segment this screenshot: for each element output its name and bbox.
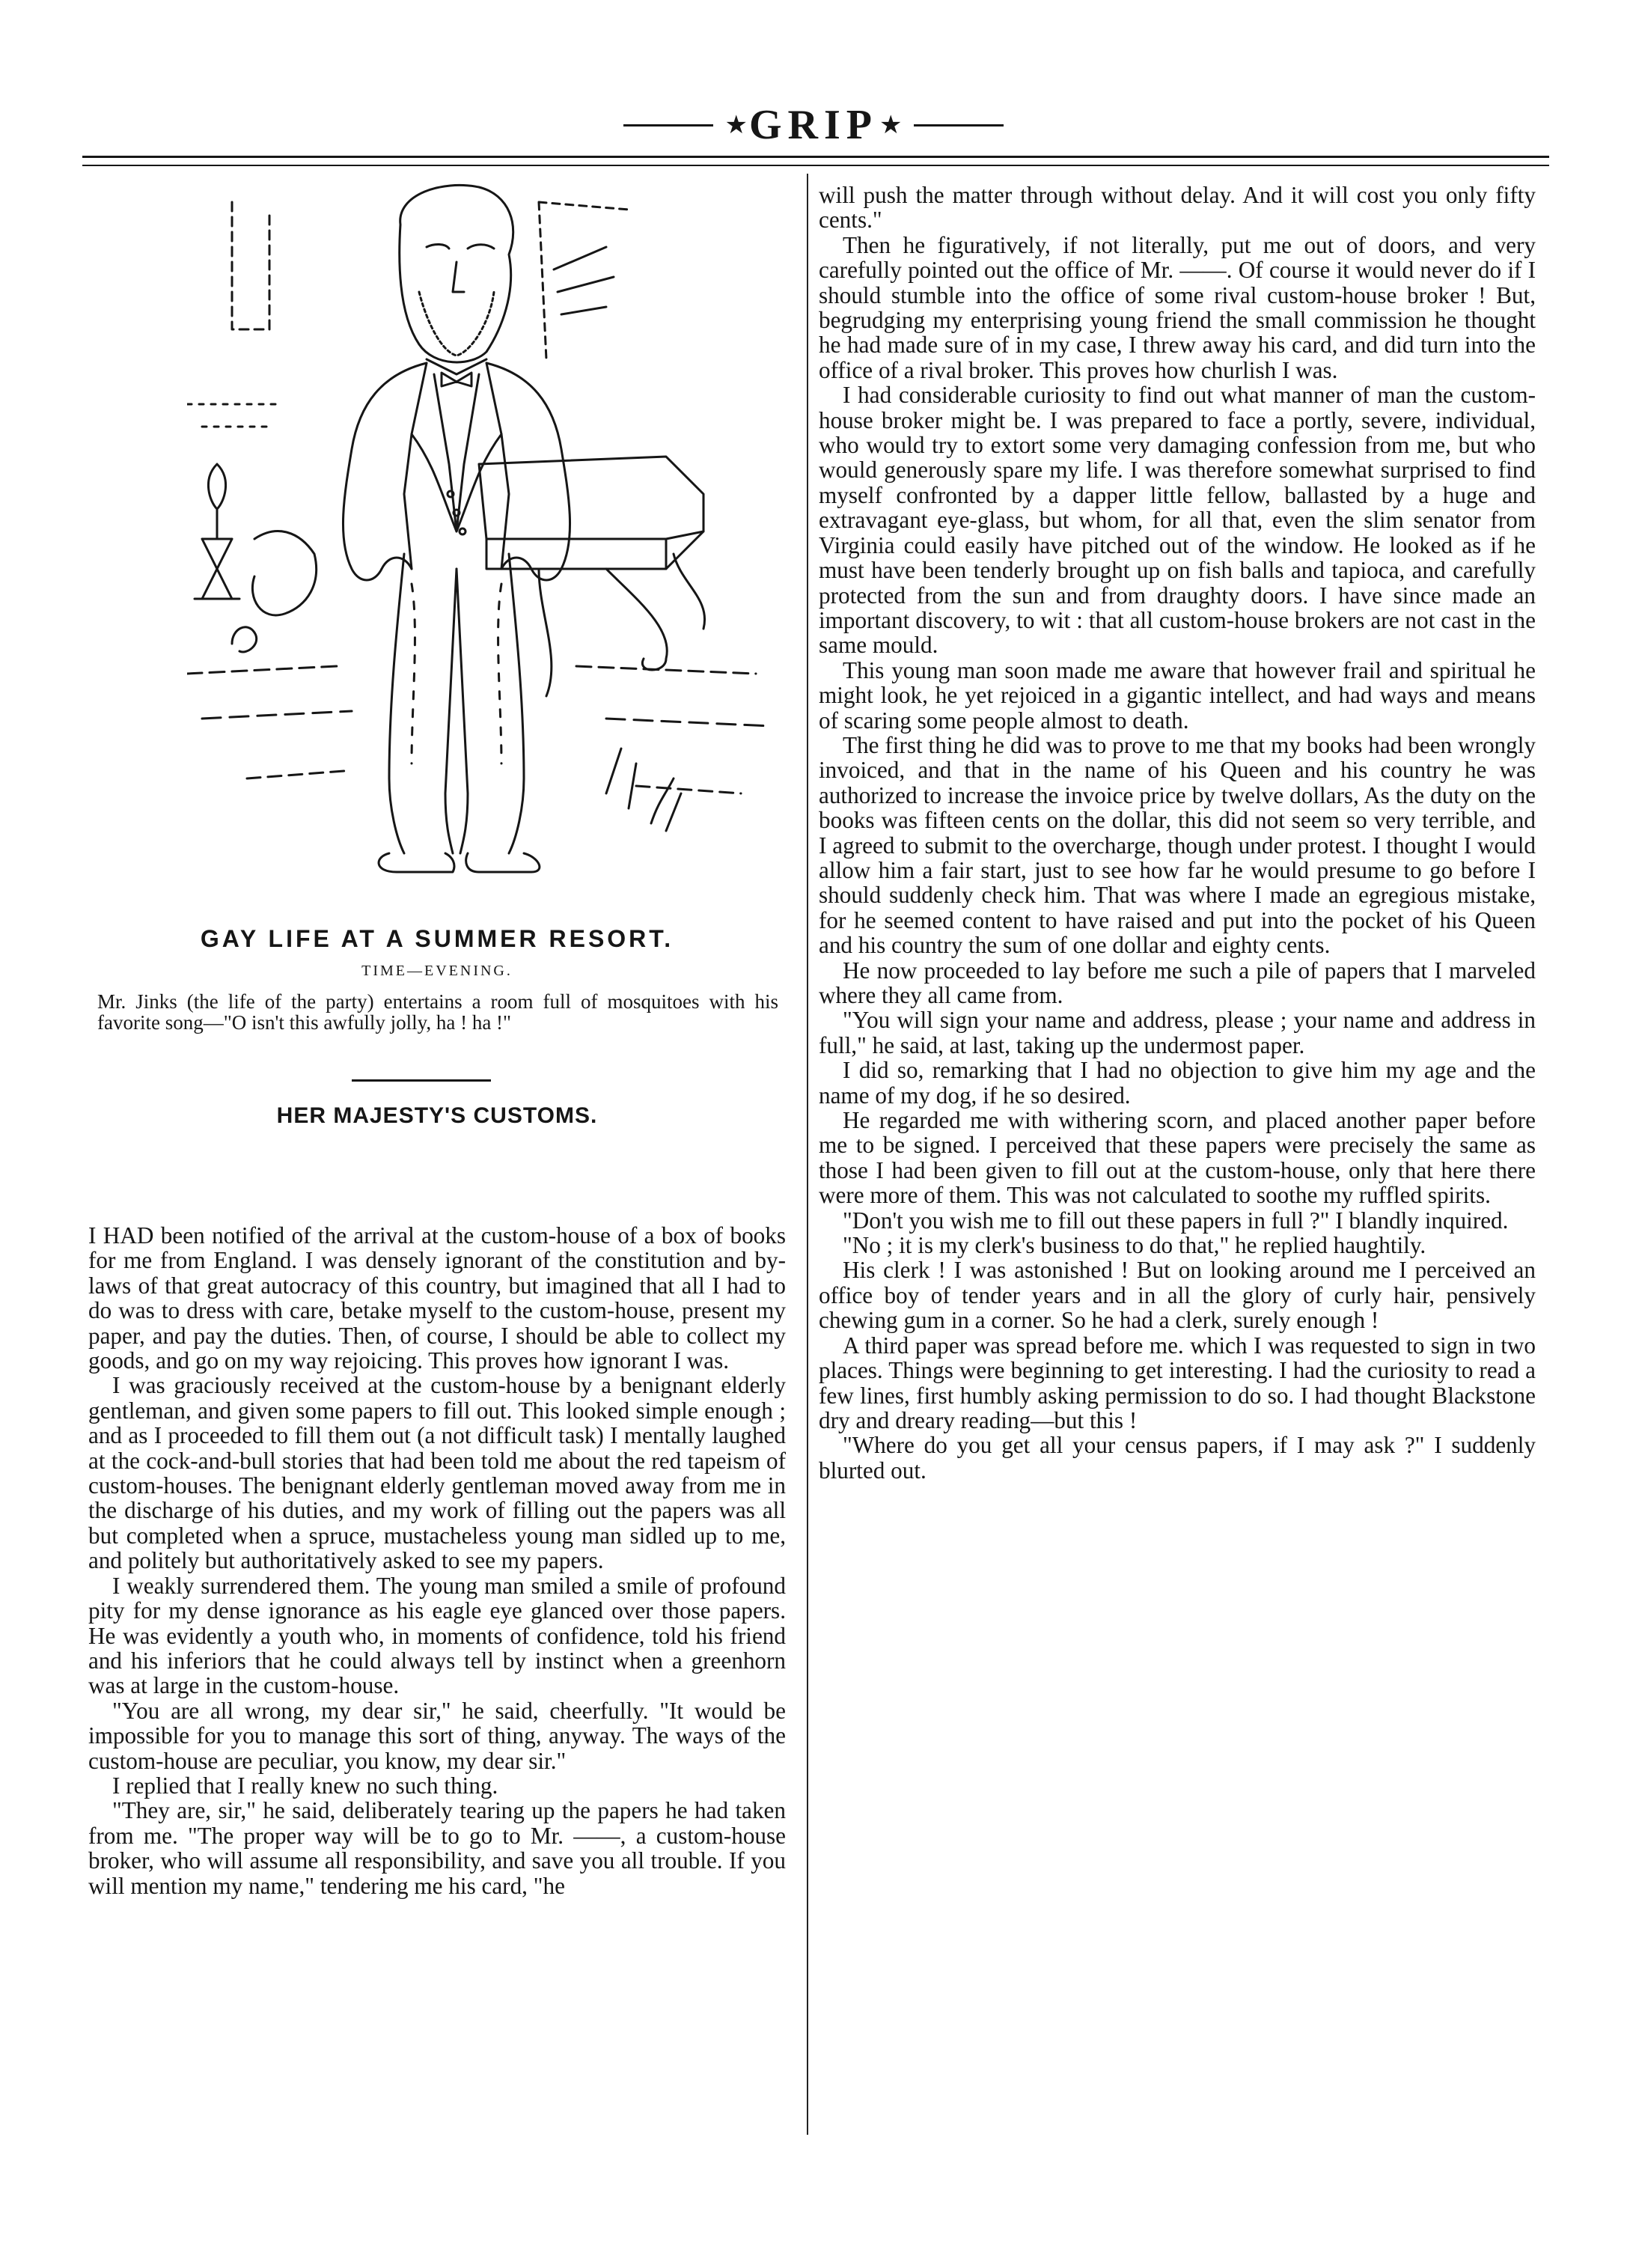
article-paragraph: He regarded me with withering scorn, and placed another paper before me to be signed. I perceived that these papers were precisely the same as those I had been given to fill out at the custom-house, only that here there were more of them. This was not calculated to soothe my ruffled spirits. — [819, 1107, 1536, 1209]
article-paragraph: A third paper was spread before me. which I was requested to sign in two places. Things were beginning to get interesting. I had the curiosity to read a few lines, first humbly asking permission to do so. I had thought Blackstone dry and dreary reading—but this ! — [819, 1332, 1536, 1433]
article-paragraph: I was graciously received at the custom-house by a benignant elderly gentleman, and given some papers to fill out. This looked simple enough ; and as I proceeded to fill them out (a not difficult task) I mentally laughed at the cock-and-bull stories that had been told me about the red tapeism of custom-houses. The benignant elderly gentleman moved away from me in the discharge of his duties, and my work of filling out the papers was all but completed when a spruce, mustacheless young man sidled up to me, and politely but authoritatively asked to see my papers. — [88, 1372, 786, 1574]
header-rule — [82, 156, 1549, 158]
article-paragraph: I weakly surrendered them. The young man smiled a smile of profound pity for my dense ignorance as his eagle eye glanced over those papers. He was evidently a youth who, in moments of confidence, told his friend and his inferiors that he could always tell by instinct when a greenhorn was at large in the custom-house. — [88, 1572, 786, 1699]
article-paragraph: I did so, remarking that I had no objection to give him my age and the name of my dog, if he so desired. — [819, 1057, 1536, 1109]
article-paragraph: This young man soon made me aware that however frail and spiritual he might look, he yet rejoiced in a gigantic intellect, and had ways and means of scaring some people almost to death. — [819, 656, 1536, 734]
caption-title: GAY LIFE AT A SUMMER RESORT. — [200, 925, 674, 952]
article-paragraph: "Don't you wish me to fill out these papers in full ?" I blandly inquired. — [843, 1207, 1509, 1234]
article-paragraph: will push the matter through without delay. And it will cost you only fifty cents." — [819, 182, 1536, 234]
star-icon: ★ — [724, 112, 748, 139]
article-paragraph: Then he figuratively, if not literally, put me out of doors, and very carefully pointed out the office of Mr. ——. Of course it would never do if I should stumble into the office of some rival custom-house broker ! But, begrudging my enterprising young friend the small commission he thought he had made sure of in my case, I threw away his card, and did turn into the office of a rival broker. This proves how churlish I was. — [819, 231, 1536, 383]
article-paragraph: "Where do you get all your census papers, if I may ask ?" I suddenly blurted out. — [819, 1432, 1536, 1484]
masthead-title: GRIP — [749, 102, 878, 148]
caption-text: Mr. Jinks (the life of the party) entertains a room full of mosquitoes with his favorite song—"O isn't this awfully jolly, ha ! ha !" — [97, 990, 778, 1034]
article-paragraph: "They are, sir," he said, deliberately tearing up the papers he had taken from me. "The proper way will be to go to Mr. ——, a custom-house broker, who will assume all responsibility, and save you all trouble. If you will mention my name," tendering me his card, "he — [88, 1797, 786, 1899]
article-paragraph: He now proceeded to lay before me such a pile of papers that I marveled where they all came from. — [819, 957, 1536, 1008]
masthead-rule-left — [623, 124, 713, 126]
section-divider — [352, 1079, 491, 1082]
man-in-evening-dress-illustration-icon — [187, 180, 778, 898]
header-rule-thin — [82, 165, 1549, 166]
caption-subtitle: TIME—EVENING. — [361, 963, 513, 979]
article-left-column — [88, 1223, 786, 1898]
masthead — [0, 99, 1627, 151]
star-icon: ★ — [879, 112, 903, 139]
article-paragraph: I had considerable curiosity to find out what manner of man the custom-house broker might be. I was prepared to face a portly, severe, individual, who would try to extort some very damaging confession from me, but who would generously spare my life. I was therefore somewhat surprised to find myself confronted by a dapper little fellow, ballasted by a huge and extravagant eye-glass, but whom, for all that, even the slim senator from Virginia could easily have pitched out of the window. He looked as if he must have been tenderly brought up on fish balls and tapioca, and carefully protected from the sun and from draughty doors. I have since made an important discovery, to wit : that all custom-house brokers are not cast in the same mould. — [819, 382, 1536, 659]
article-paragraph: "No ; it is my clerk's business to do that," he replied haughtily. — [843, 1232, 1426, 1259]
column-separator — [807, 174, 808, 2135]
article-paragraph: "You will sign your name and address, please ; your name and address in full," he said, at last, taking up the undermost paper. — [819, 1007, 1536, 1058]
article-paragraph: "You are all wrong, my dear sir," he said, cheerfully. "It would be impossible for you to manage this sort of thing, anyway. The ways of the custom-house are peculiar, you know, my dear sir." — [88, 1697, 786, 1774]
masthead-rule-right — [914, 124, 1004, 126]
article-title: HER MAJESTY'S CUSTOMS. — [276, 1103, 598, 1128]
article-paragraph — [88, 1223, 786, 1373]
paragraph-text: been notified of the arrival at the custom-house of a box of books for me from England. I was densely ignorant of the constitution and by-laws of that great autocracy of this country, but imagined that all I had to do was to dress with care, betake myself to the custom-house, present my paper, and pay the duties. Then, of course, I should be able to collect my goods, and go on my way rejoicing. This proves how ignorant I was. — [88, 1222, 786, 1374]
lead-smallcaps: I HAD — [88, 1222, 154, 1249]
article-right-column — [819, 183, 1536, 1483]
article-paragraph: His clerk ! I was astonished ! But on looking around me I perceived an office boy of tender years and in all the glory of curly hair, pensively chewing gum in a corner. So he had a clerk, surely enough ! — [819, 1257, 1536, 1334]
article-paragraph: I replied that I really knew no such thing. — [112, 1772, 498, 1799]
article-paragraph: The first thing he did was to prove to me that my books had been wrongly invoiced, and that in the name of his Queen and his country he was authorized to increase the invoice price by twelve dollars, As the duty on the books was fifteen cents on the dollar, this did not seem so very terrible, and I agreed to submit to the overcharge, though under protest. I thought I would allow him a fair start, just to see how far he would presume to go before I should suddenly check him. That was where I made an egregious mistake, for he seemed content to have raised and put into the pocket of his Queen and his country the sum of one dollar and eighty cents. — [819, 731, 1536, 959]
